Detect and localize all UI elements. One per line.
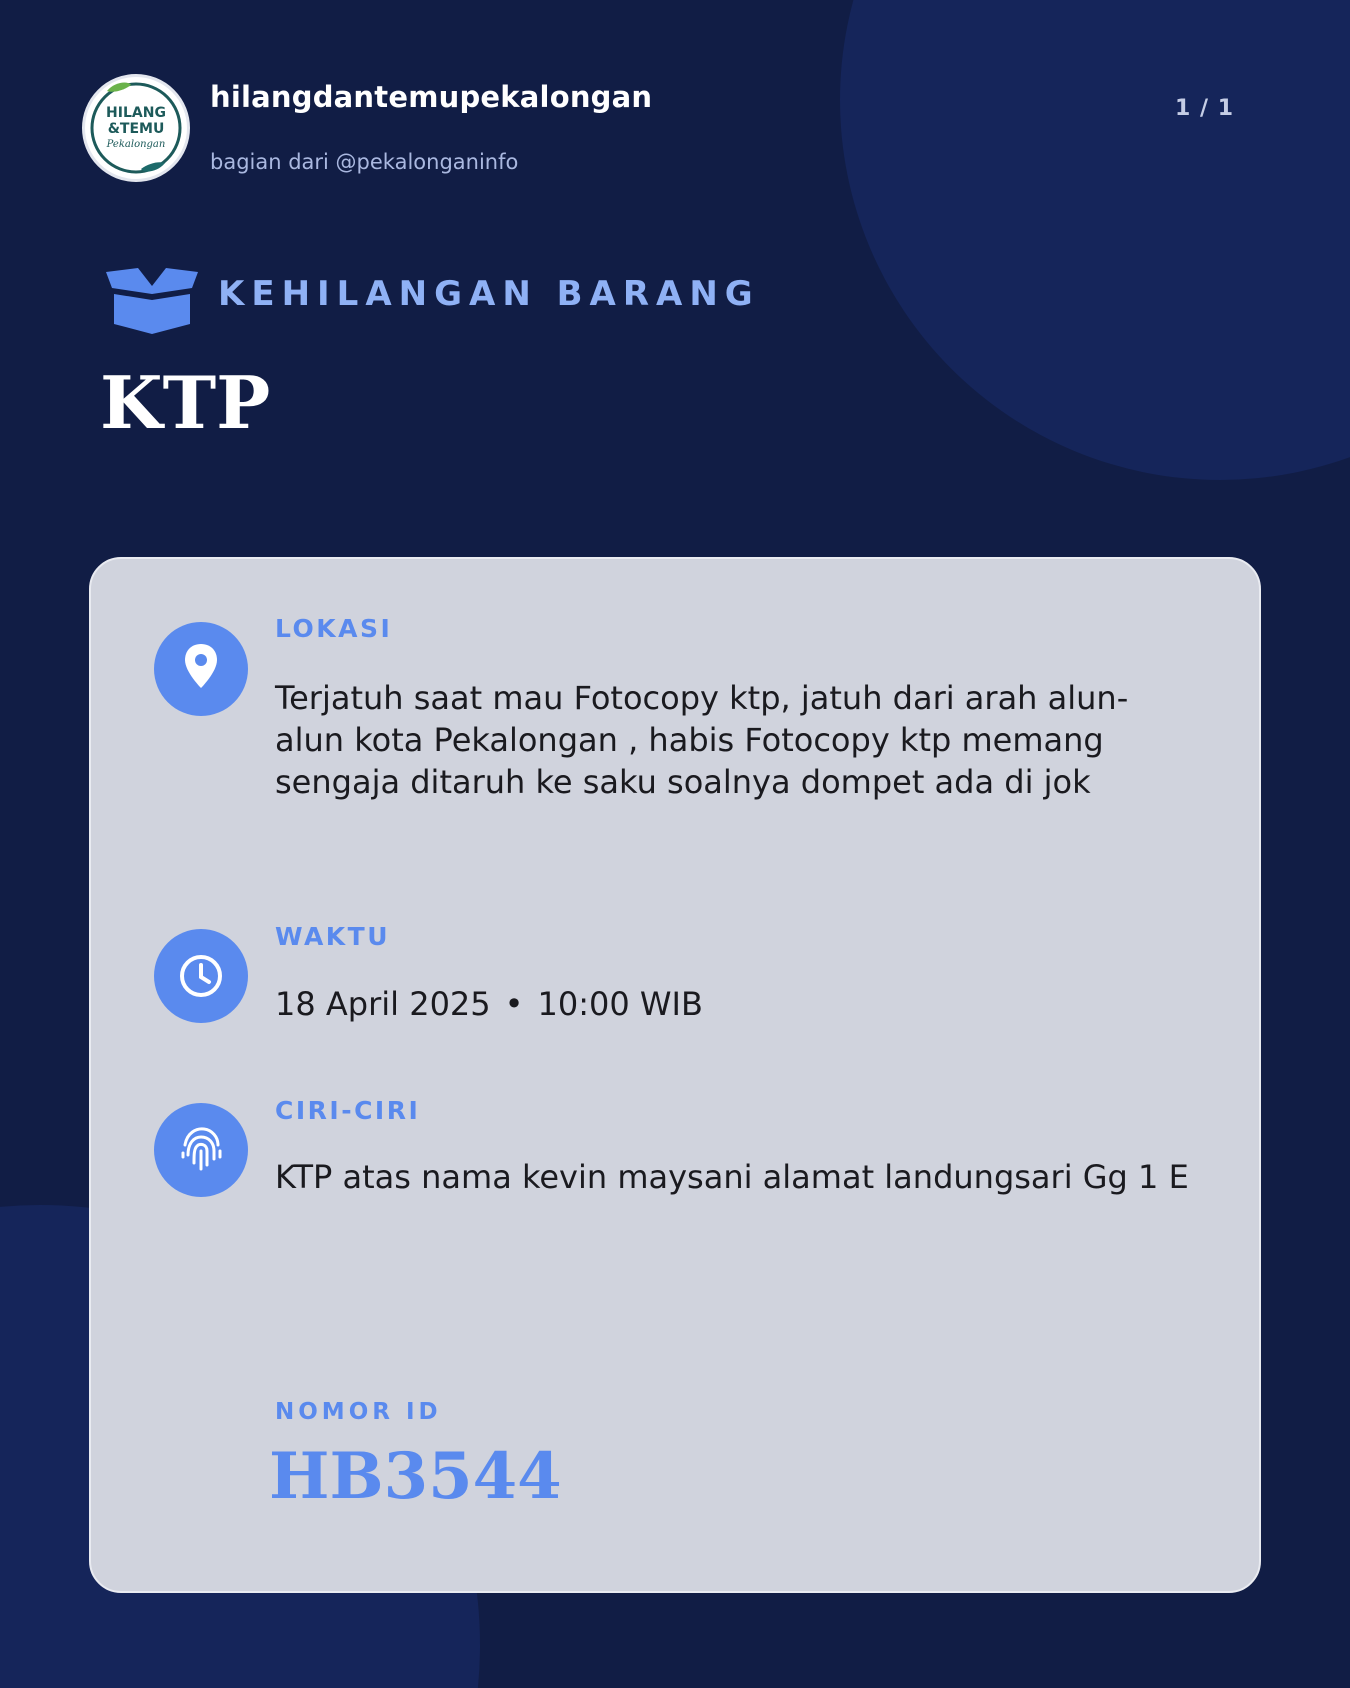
category-label: KEHILANGAN BARANG: [218, 274, 760, 314]
time-value: [275, 983, 1195, 1025]
svg-text:Pekalongan: Pekalongan: [106, 139, 166, 150]
page-indicator: 1 / 1: [1175, 96, 1234, 121]
time-hour: 10:00 WIB: [537, 985, 703, 1023]
background-circle-top: [840, 0, 1350, 480]
id-label: NOMOR ID: [275, 1399, 442, 1425]
time-date: 18 April 2025: [275, 985, 491, 1023]
time-icon-badge: [154, 929, 248, 1023]
account-subtitle: bagian dari @pekalonganinfo: [210, 150, 519, 174]
id-value: HB3544: [269, 1439, 562, 1514]
svg-text:&TEMU: &TEMU: [107, 121, 165, 137]
features-value: KTP atas nama kevin maysani alamat landungsari Gg 1 E: [275, 1158, 1189, 1196]
item-title: KTP: [100, 360, 271, 445]
time-label: WAKTU: [275, 922, 391, 951]
time-separator: •: [504, 985, 524, 1023]
avatar[interactable]: [82, 74, 190, 182]
detail-card: [89, 557, 1261, 1593]
svg-text:HILANG: HILANG: [106, 105, 166, 121]
features-icon-badge: [154, 1103, 248, 1197]
open-box-icon: [104, 266, 200, 336]
map-pin-icon: [154, 622, 248, 716]
location-label: LOKASI: [275, 614, 393, 643]
header: [82, 74, 1268, 184]
features-label: CIRI-CIRI: [275, 1096, 421, 1125]
clock-icon: [154, 929, 248, 1023]
hilang-temu-logo-icon: [85, 77, 187, 179]
account-name[interactable]: hilangdantemupekalongan: [210, 80, 653, 114]
location-icon-badge: [154, 622, 248, 716]
fingerprint-icon: [154, 1103, 248, 1197]
location-value: Terjatuh saat mau Fotocopy ktp, jatuh dari arah alun-alun kota Pekalongan , habis Fotocopy ktp memang sengaja ditaruh ke saku soalnya dompet ada di jok: [275, 679, 1129, 801]
